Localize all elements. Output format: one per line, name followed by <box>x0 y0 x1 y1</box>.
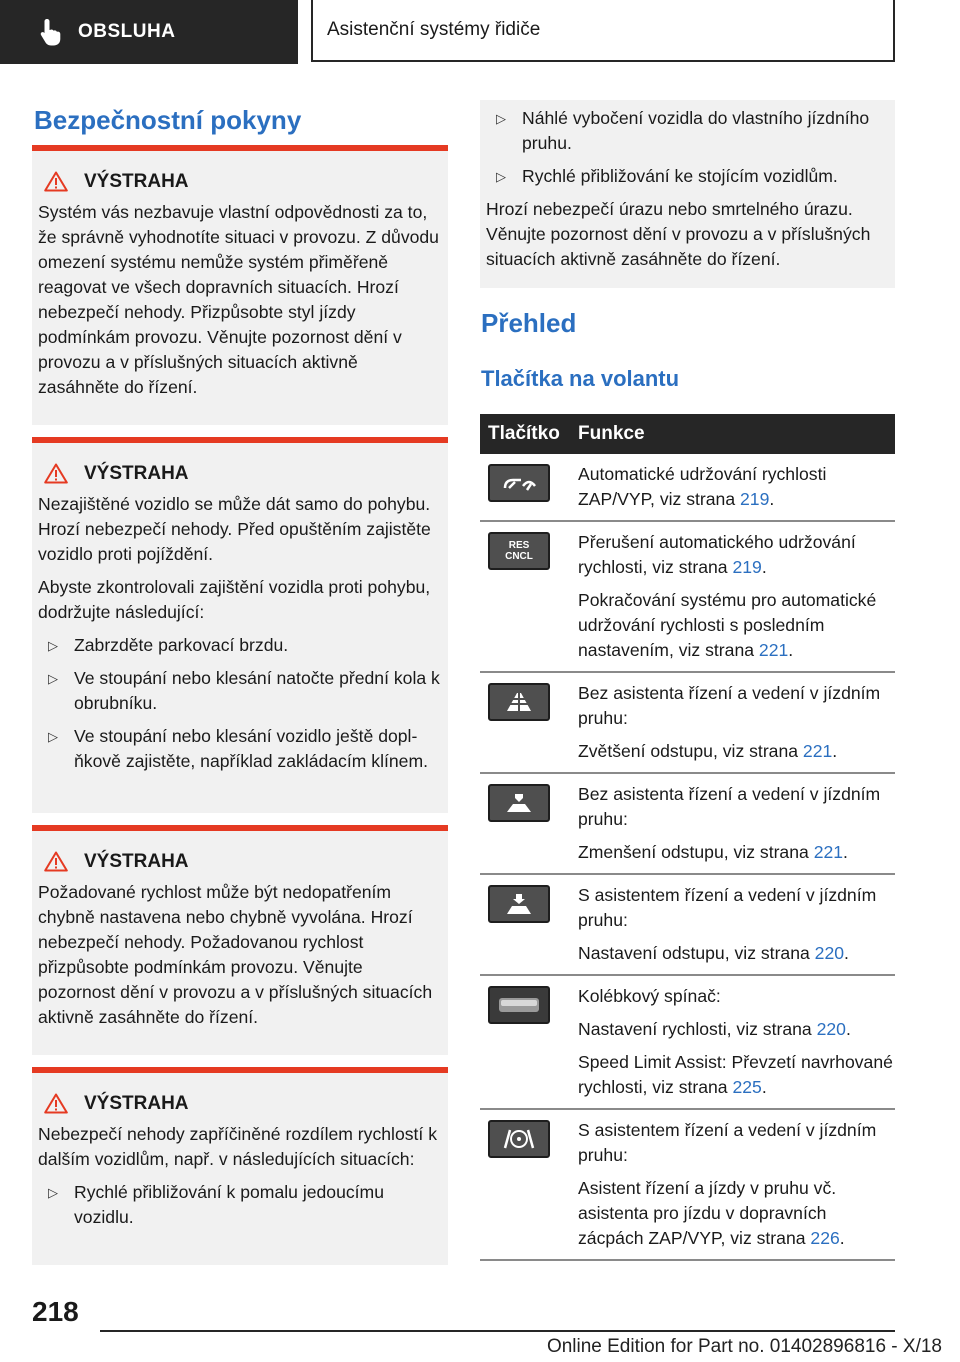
warning-text: Požadované rychlost může být nedopatřením chybně nastavena nebo chybně vyvolána. Hrozí nebezpečí nehody. Požadovanou rychlost přizpůsobte podmínkám provozu. Věnujte pozornost dění v provozu a v příslušných situacích aktivně zasáhněte do řízení. <box>38 882 433 1027</box>
list-item: ▷ Náhlé vybočení vozidla do vlastního jízdního pruhu. <box>486 106 887 156</box>
overview-title: Přehled <box>481 308 577 338</box>
warning-text: Nezajištěné vozidlo se může dát samo do pohybu. Hrozí nebezpečí nehody. Před opuštěním zajistěte vozidlo proti pojíždění. <box>38 494 431 564</box>
table-row <box>480 521 895 672</box>
distance-decrease-button <box>488 784 550 822</box>
warning-triangle-icon <box>44 851 68 872</box>
warning-text: Systém vás nezbavuje vlastní odpovědnosti za to, že správně vyhodnotíte situaci v provozu. Z důvodu omezení systému nemůže systém přiměřeně reagovat ve všech dopravních situacích. Hrozí nebezpečí nehody. Přizpůsobte styl jízdy podmínkám provozu. Věnujte pozornost dění v provozu a v příslušných situacích aktivně zasáhněte do řízení. <box>38 202 439 397</box>
page-link[interactable]: 219 <box>740 489 770 509</box>
warning-triangle-icon <box>44 1093 68 1114</box>
warning-text: Abyste zkontrolovali zajištění vozidla proti pohybu, dodržujte následující: <box>38 577 431 622</box>
distance-increase-icon <box>495 689 543 715</box>
warning-box-4 <box>32 1067 448 1265</box>
distance-set-icon <box>495 891 543 917</box>
rocker-switch-button <box>488 986 550 1024</box>
row-function: Kolébkový spínač: Nastavení rychlosti, viz strana 220. Speed Limit Assist: Převzetí navrhované rychlosti, viz strana 225. <box>570 975 895 1109</box>
row-function: Bez asistenta řízení a vedení v jízdním pruhu: Zvětšení odstupu, viz strana 221. <box>570 672 895 773</box>
header-chapter <box>311 0 895 62</box>
footer-divider <box>100 1330 895 1332</box>
warning-label: VÝSTRAHA <box>84 463 189 484</box>
page-link[interactable]: 225 <box>732 1077 762 1097</box>
hand-pointer-icon <box>38 17 64 47</box>
cruise-control-button <box>488 464 550 502</box>
list-item: ▷ Ve stoupání nebo klesání vozidlo ještě doplňkově zajistěte, například zakládacím klínem. <box>38 724 440 774</box>
warning-label: VÝSTRAHA <box>84 171 189 192</box>
row-function: S asistentem řízení a vedení v jízdním pruhu: Asistent řízení a jízdy v pruhu vč. asistenta pro jízdu v dopravních zácpách ZAP/VYP, viz strana 226. <box>570 1109 895 1260</box>
warning-triangle-icon <box>44 171 68 192</box>
warning-text: Hrozí nebezpečí úrazu nebo smrtelného úrazu. Věnujte pozornost dění v provozu a v příslušných situacích aktivně zasáhněte do řízení. <box>486 199 871 269</box>
warning-box-3 <box>32 825 448 1055</box>
warning-label: VÝSTRAHA <box>84 851 189 872</box>
list-item: ▷ Rychlé přibližování k pomalu jedoucímu vozidlu. <box>38 1180 440 1230</box>
warning-box-2 <box>32 437 448 813</box>
table-row <box>480 874 895 975</box>
warning-continuation <box>480 100 895 288</box>
warning-text: Nebezpečí nehody zapříčiněné rozdílem rychlostí k dalším vozidlům, např. v následujících situacích: <box>38 1124 437 1169</box>
cncl-label: CNCL <box>505 551 533 562</box>
table-row <box>480 975 895 1109</box>
row-function: Automatické udržování rychlosti ZAP/VYP, viz strana 219. <box>570 454 895 521</box>
res-label: RES <box>508 540 530 551</box>
page-link[interactable]: 221 <box>802 741 833 761</box>
safety-section <box>32 100 448 140</box>
page-link[interactable]: 219 <box>732 557 762 577</box>
table-row <box>480 1109 895 1260</box>
distance-decrease-icon <box>495 790 543 816</box>
warning-box-1 <box>32 145 448 425</box>
res-cncl-button <box>488 532 550 570</box>
distance-increase-button <box>488 683 550 721</box>
header-chapter-label: Asistenční systémy řidiče <box>327 19 541 40</box>
col-header-button: Tlačítko <box>480 414 570 454</box>
table-row <box>480 672 895 773</box>
cruise-control-icon <box>495 470 543 496</box>
list-item: ▷ Zabrzděte parkovací brzdu. <box>38 633 440 658</box>
list-item: ▷ Ve stoupání nebo klesání natočte přední kola k obrubníku. <box>38 666 440 716</box>
page-number: 218 <box>32 1296 79 1327</box>
warning-heading <box>44 1091 440 1116</box>
table-header-row <box>480 414 895 454</box>
distance-set-button <box>488 885 550 923</box>
header-section-label: OBSLUHA <box>78 21 176 42</box>
page-link[interactable]: 220 <box>814 943 845 963</box>
warning-heading <box>44 169 440 194</box>
list-item: ▷ Rychlé přibližování ke stojícím vozidlům. <box>486 164 887 189</box>
warning-label: VÝSTRAHA <box>84 1093 189 1114</box>
table-row <box>480 454 895 521</box>
page-link[interactable]: 221 <box>813 842 844 862</box>
steering-buttons-table <box>480 414 895 1261</box>
page-link[interactable]: 221 <box>758 640 789 660</box>
steering-assist-button <box>488 1120 550 1158</box>
col-header-function: Funkce <box>570 414 895 454</box>
header-section-tab <box>0 0 298 64</box>
table-row <box>480 773 895 874</box>
warning-triangle-icon <box>44 463 68 484</box>
safety-title: Bezpečnostní pokyny <box>34 105 302 135</box>
overview-subtitle: Tlačítka na volantu <box>481 366 680 391</box>
warning-heading <box>44 461 440 486</box>
warning-heading <box>44 849 440 874</box>
rocker-switch-icon <box>495 992 543 1018</box>
page-link[interactable]: 226 <box>810 1228 840 1248</box>
footer-edition: Online Edition for Part no. 01402896816 - X/18 <box>546 1336 942 1357</box>
row-function: S asistentem řízení a vedení v jízdním pruhu: Nastavení odstupu, viz strana 220. <box>570 874 895 975</box>
row-function: Bez asistenta řízení a vedení v jízdním pruhu: Zmenšení odstupu, viz strana 221. <box>570 773 895 874</box>
steering-assist-icon <box>495 1126 543 1152</box>
page-link[interactable]: 220 <box>816 1019 846 1039</box>
row-function: Přerušení automatického udržování rychlosti, viz strana 219. Pokračování systému pro automatické udržování rychlosti s posledním nastavením, viz strana 221. <box>570 521 895 672</box>
